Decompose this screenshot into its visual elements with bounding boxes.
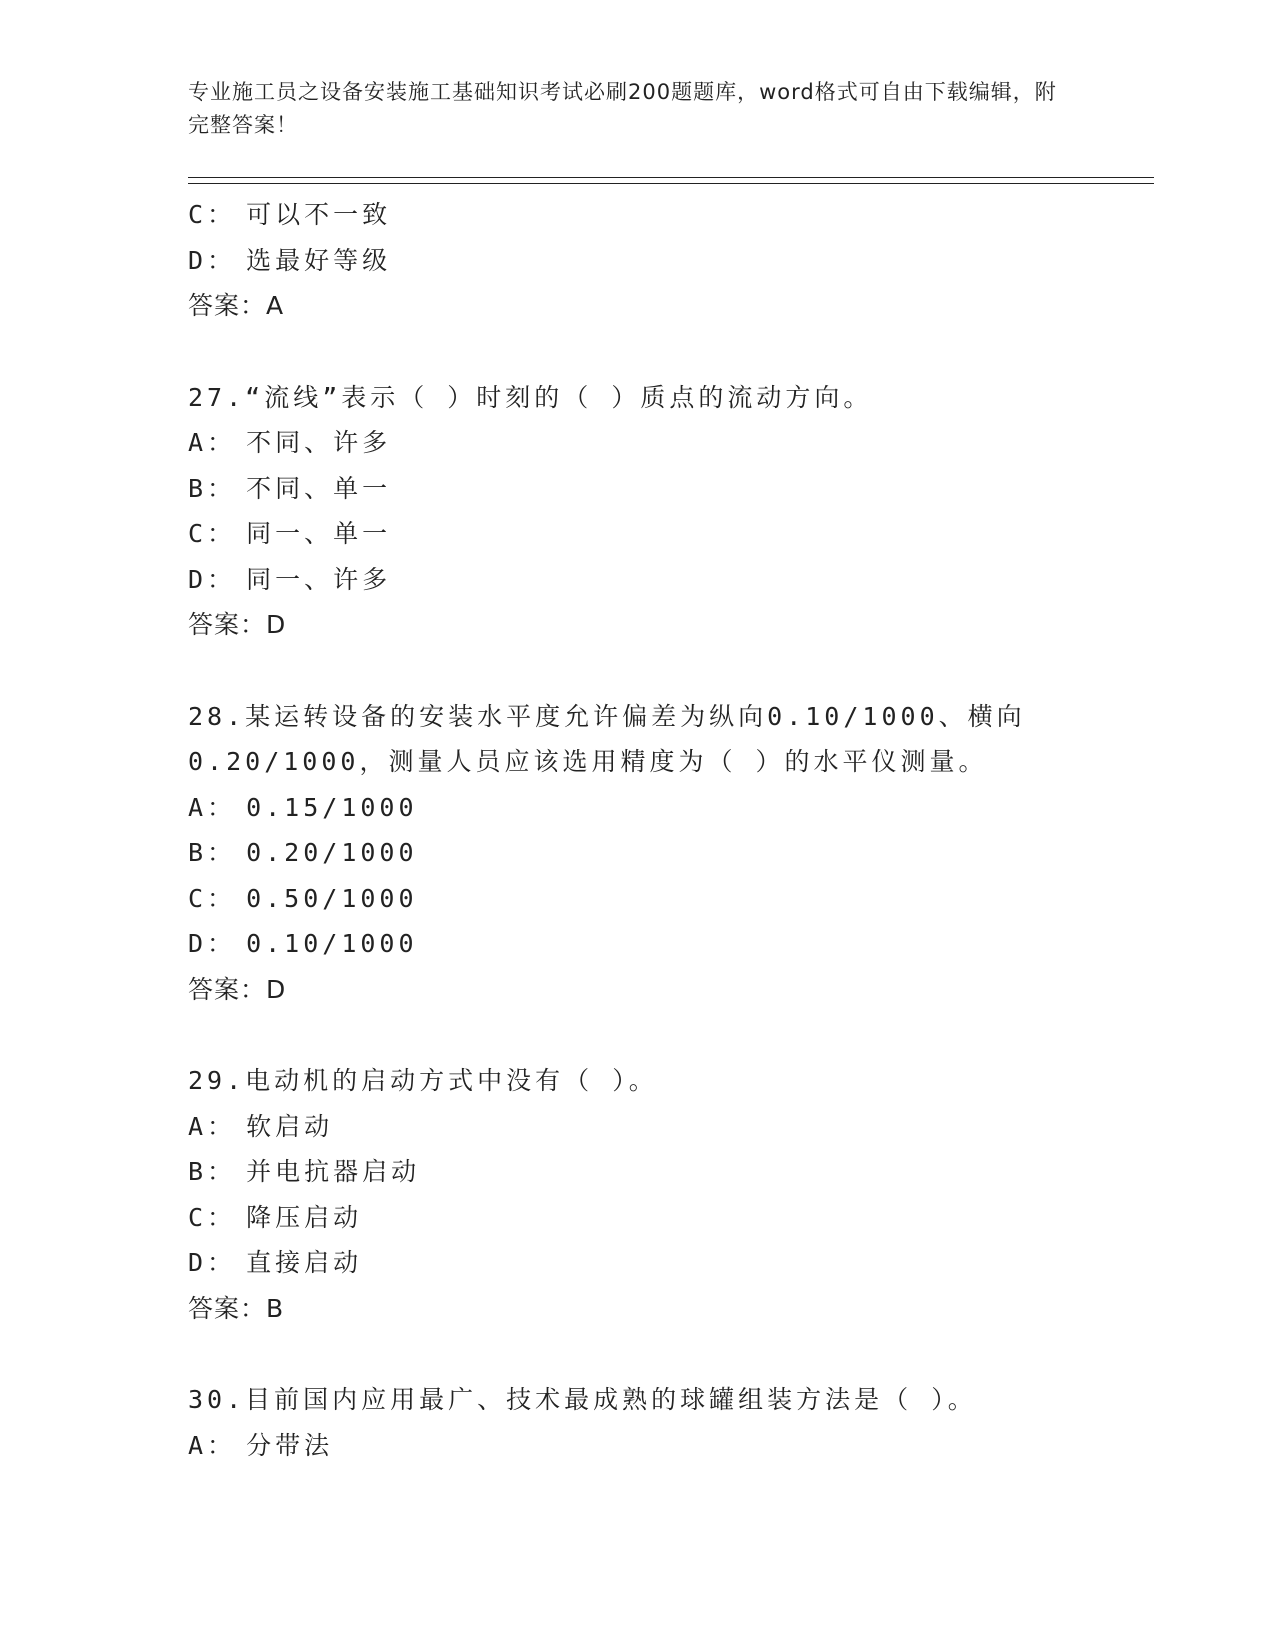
answer: 答案：B — [188, 1293, 285, 1323]
option-a: A： 0.15/1000 — [188, 792, 418, 822]
spacer — [188, 329, 1148, 375]
option-d: D： 直接启动 — [188, 1248, 363, 1277]
spacer — [188, 648, 1148, 694]
document-title: 专业施工员之设备安装施工基础知识考试必刷200题题库，word格式可自由下载编辑，附完整答案！ — [188, 80, 1057, 137]
question-stem: 27.“流线”表示（ ）时刻的（ ）质点的流动方向。 — [188, 382, 873, 412]
option-c: C： 0.50/1000 — [188, 883, 418, 913]
answer: 答案：D — [188, 974, 287, 1004]
spacer — [188, 1331, 1148, 1377]
option-b: B： 不同、单一 — [188, 473, 392, 503]
header-divider-bottom — [188, 183, 1154, 184]
answer: 答案：A — [188, 291, 285, 320]
question-stem-line-1: 28.某运转设备的安装水平度允许偏差为纵向0.10/1000、横向 — [188, 701, 1026, 731]
option-a: A： 分带法 — [188, 1430, 334, 1460]
answer: 答案：D — [188, 610, 287, 639]
header-divider-top — [188, 177, 1154, 178]
question-stem: 30.目前国内应用最广、技术最成熟的球罐组装方法是（ ）。 — [188, 1385, 977, 1414]
option-d: D： 选最好等级 — [188, 245, 392, 275]
option-a: A： 软启动 — [188, 1111, 334, 1141]
option-c: C： 可以不一致 — [188, 200, 392, 229]
question-27 — [188, 375, 1148, 648]
question-28 — [188, 694, 1148, 1013]
question-30 — [188, 1377, 1148, 1468]
question-stem-line-2: 0.20/1000，测量人员应该选用精度为（ ）的水平仪测量。 — [188, 747, 988, 776]
option-b: B： 并电抗器启动 — [188, 1157, 421, 1186]
option-d: D： 同一、许多 — [188, 564, 392, 594]
page-header — [188, 76, 1068, 142]
question-29 — [188, 1058, 1148, 1331]
option-c: C： 同一、单一 — [188, 519, 392, 548]
option-a: A： 不同、许多 — [188, 428, 392, 457]
option-d: D： 0.10/1000 — [188, 929, 418, 958]
document-body — [188, 192, 1148, 1468]
option-b: B： 0.20/1000 — [188, 838, 418, 867]
question-stem: 29.电动机的启动方式中没有（ ）。 — [188, 1066, 658, 1095]
option-c: C： 降压启动 — [188, 1202, 363, 1232]
spacer — [188, 1012, 1148, 1058]
question-fragment — [188, 192, 1148, 329]
